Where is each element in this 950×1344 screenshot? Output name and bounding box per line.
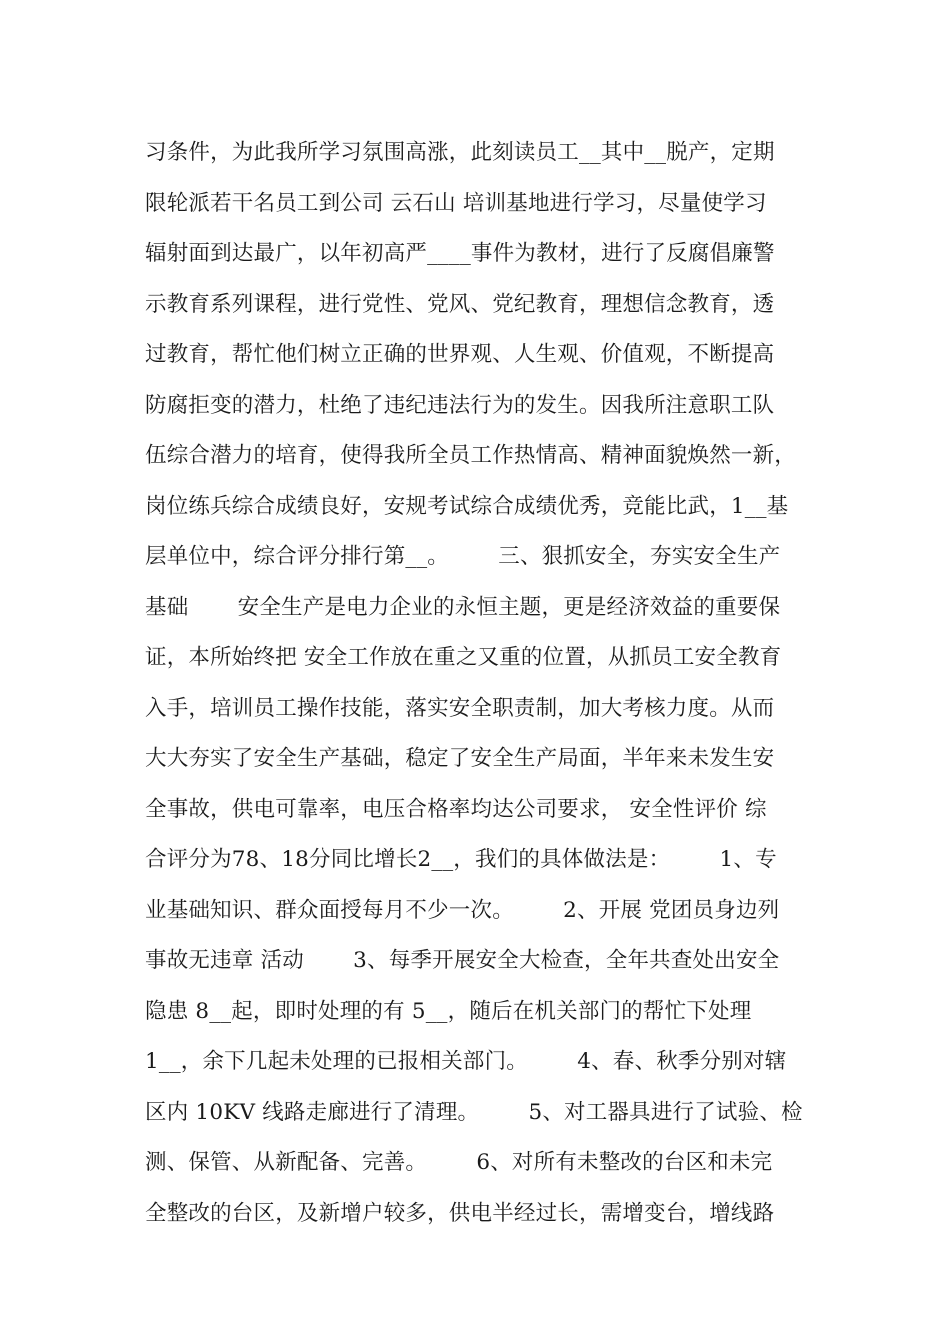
text-line-9: 层单位中，综合评分排行第__。 三、狠抓安全，夯实安全生产 xyxy=(145,544,781,569)
text-line-4: 示教育系列课程，进行党性、党风、党纪教育，理想信念教育，透 xyxy=(145,291,775,317)
text-line-22: 全整改的台区，及新增户较多，供电半经过长，需增变台，增线路 xyxy=(145,1200,775,1226)
text-line-6: 防腐拒变的潜力，杜绝了违纪违法行为的发生。因我所注意职工队 xyxy=(145,392,775,418)
text-line-3: 辐射面到达最广，以年初高严____事件为教材，进行了反腐倡廉警 xyxy=(145,241,775,266)
text-line-7: 伍综合潜力的培育，使得我所全员工作热情高、精神面貌焕然一新， xyxy=(145,443,797,468)
text-line-20: 区内 10KV 线路走廊进行了清理。 5、对工器具进行了试验、检 xyxy=(145,1099,803,1125)
text-line-10: 基础 安全生产是电力企业的永恒主题，更是经济效益的重要保 xyxy=(145,594,781,620)
text-line-2: 限轮派若干名员工到公司 云石山 培训基地进行学习，尽量使学习 xyxy=(145,190,767,216)
text-line-8: 岗位练兵综合成绩良好，安规考试综合成绩优秀，竞能比武，1__基 xyxy=(145,493,789,519)
text-line-16: 业基础知识、群众面授每月不少一次。 2、开展 党团员身边列 xyxy=(145,897,780,923)
text-line-21: 测、保管、从新配备、完善。 6、对所有未整改的台区和未完 xyxy=(145,1150,773,1175)
text-line-17: 事故无违章 活动 3、每季开展安全大检查，全年共查处出安全 xyxy=(145,948,780,973)
text-line-11: 证，本所始终把 安全工作放在重之又重的位置，从抓员工安全教育 xyxy=(145,645,782,670)
text-line-15: 合评分为78、18分同比增长2__，我们的具体做法是： 1、专 xyxy=(145,847,777,872)
text-line-5: 过教育，帮忙他们树立正确的世界观、人生观、价值观，不断提高 xyxy=(145,342,775,367)
text-line-13: 大大夯实了安全生产基础，稳定了安全生产局面，半年来未发生安 xyxy=(145,746,775,771)
text-line-1: 习条件，为此我所学习氛围高涨，此刻读员工__其中__脱产，定期 xyxy=(145,140,775,165)
text-line-19: 1__，余下几起未处理的已报相关部门。 4、春、秋季分别对辖 xyxy=(145,1049,787,1074)
text-line-12: 入手，培训员工操作技能，落实安全职责制，加大考核力度。从而 xyxy=(145,695,775,721)
text-line-18: 隐患 8__起，即时处理的有 5__，随后在机关部门的帮忙下处理 xyxy=(145,998,752,1024)
text-line-14: 全事故，供电可靠率，电压合格率均达公司要求， 安全性评价 综 xyxy=(145,796,767,822)
body-text xyxy=(145,128,825,1239)
